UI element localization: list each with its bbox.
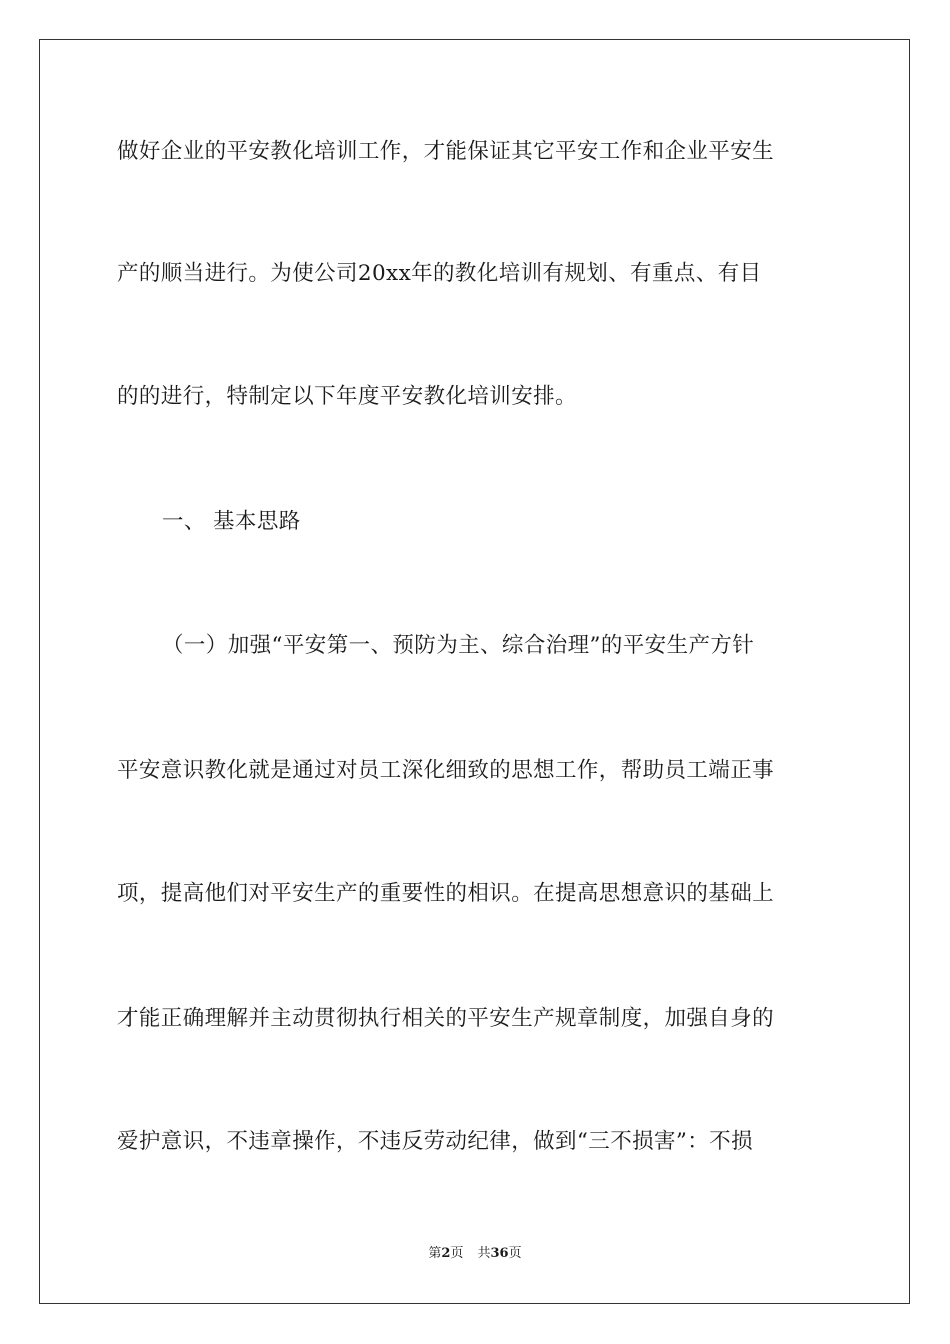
body-line-2: 产的顺当进行。为使公司20xx年的教化培训有规划、有重点、有目 [117,261,762,286]
body-line-3: 的的进行，特制定以下年度平安教化培训安排。 [117,384,577,409]
footer-page-prefix: 第 [428,1246,442,1261]
footer-total-prefix: 共 [477,1246,491,1261]
body-line-1: 做好企业的平安教化培训工作，才能保证其它平安工作和企业平安生 [117,139,775,164]
footer-page-suffix: 页 [450,1246,464,1261]
body-line-9: 爱护意识，不违章操作，不违反劳动纪律，做到“三不损害”：不损 [117,1129,753,1154]
body-line-6: 平安意识教化就是通过对员工深化细致的思想工作，帮助员工端正事 [117,758,775,783]
page-footer [0,1245,950,1263]
body-line-8: 才能正确理解并主动贯彻执行相关的平安生产规章制度，加强自身的 [117,1006,775,1031]
footer-page-number: 2 [441,1246,451,1261]
page-border [39,39,910,1304]
body-line-7: 项，提高他们对平安生产的重要性的相识。在提高思想意识的基础上 [117,881,775,906]
subsection-heading: （一）加强“平安第一、预防为主、综合治理”的平安生产方针 [162,633,755,658]
footer-total-suffix: 页 [508,1246,522,1261]
section-heading: 一、 基本思路 [162,509,301,534]
footer-total-pages: 36 [490,1246,509,1261]
